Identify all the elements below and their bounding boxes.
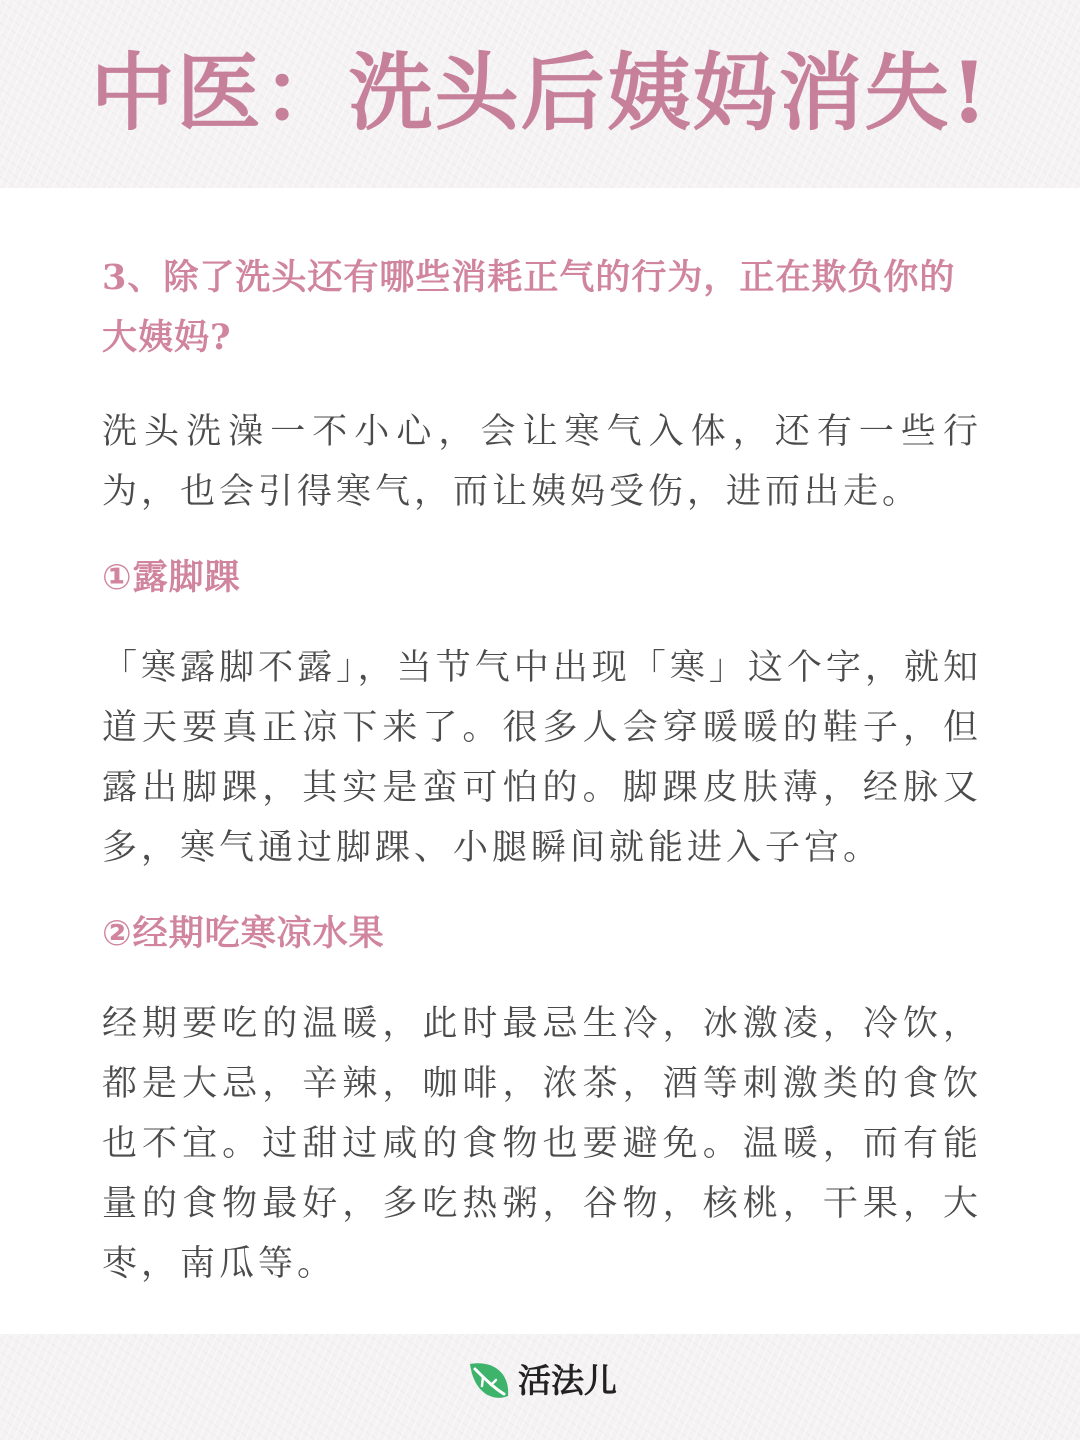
page-title: 中医：洗头后姨妈消失! xyxy=(90,43,990,142)
brand-name: 活法儿 xyxy=(518,1361,617,1400)
item-heading-ankle: ①露脚踝 xyxy=(102,558,241,598)
item-paragraph-ankle: 「寒露脚不露」，当节气中出现「寒」这个字，就知道天要真正凉下来了。很多人会穿暖暖的鞋子，但露出脚踝，其实是蛮可怕的。脚踝皮肤薄，经脉又多，寒气通过脚踝、小腿瞬间就能进入子宫。 xyxy=(102,648,982,868)
item-paragraph-cold-fruit: 经期要吃的温暖，此时最忌生冷，冰激凌，冷饮，都是大忌，辛辣，咖啡，浓茶，酒等刺激类的食饮也不宜。过甜过咸的食物也要避免。温暖，而有能量的食物最好，多吃热粥，谷物，核桃，干果，大枣，南瓜等。 xyxy=(102,1004,982,1284)
brand-logo xyxy=(466,1358,617,1404)
section-heading: 3、除了洗头还有哪些消耗正气的行为，正在欺负你的大姨妈? xyxy=(102,257,956,358)
item-heading-cold-fruit: ②经期吃寒凉水果 xyxy=(102,914,385,954)
leaf-icon xyxy=(466,1358,512,1404)
article-body xyxy=(102,248,982,1294)
intro-paragraph: 洗头洗澡一不小心，会让寒气入体，还有一些行为，也会引得寒气，而让姨妈受伤，进而出走。 xyxy=(102,412,982,512)
